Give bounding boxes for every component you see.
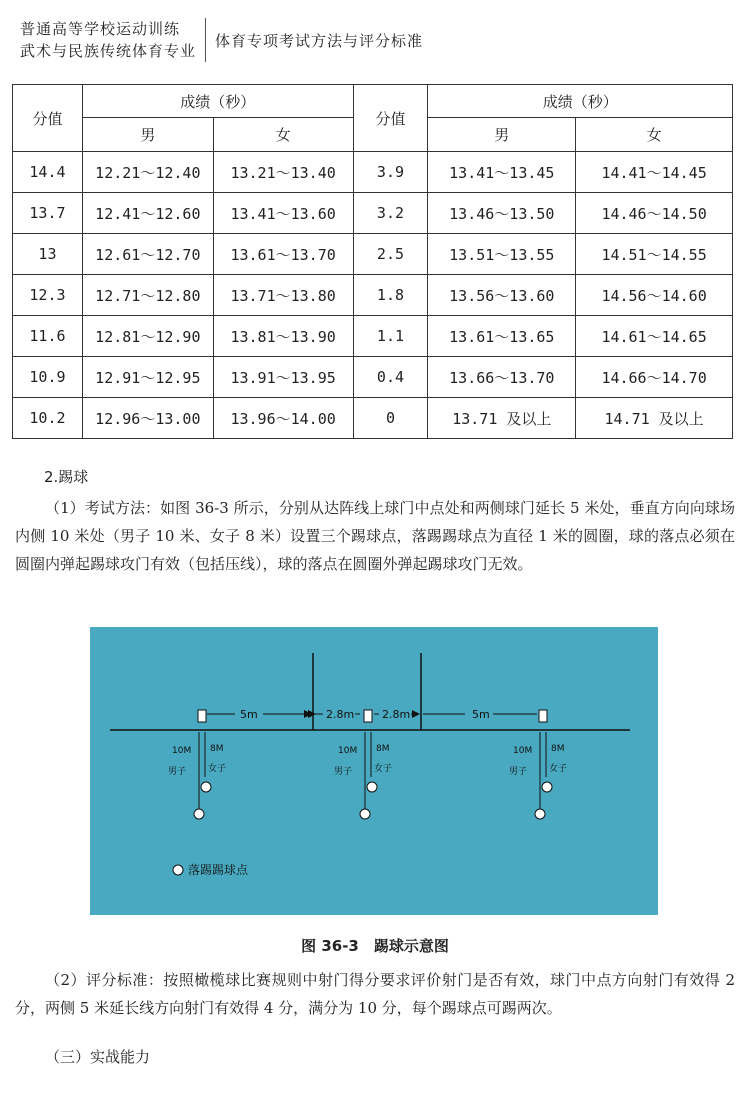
label-8m-1: 8M: [376, 744, 390, 754]
kick-point-10m-1: [360, 809, 370, 819]
table-cell: 11.6: [13, 316, 83, 357]
table-cell: 0: [353, 398, 428, 439]
label-28-right: 2.8m: [382, 708, 411, 721]
table-cell: 13.41～13.60: [213, 193, 353, 234]
section-three-title: （三）实战能力: [45, 1048, 151, 1066]
table-cell: 13.66～13.70: [428, 357, 576, 398]
kick-point-8m-0: [201, 782, 211, 792]
table-cell: 13.61～13.65: [428, 316, 576, 357]
kick-marker-1: [364, 710, 372, 722]
header-line-1: 普通高等学校运动训练: [20, 20, 181, 38]
header-result-2: 成绩（秒）: [428, 85, 733, 118]
table-cell: 13.71～13.80: [213, 275, 353, 316]
kick-point-8m-2: [542, 782, 552, 792]
header-line-2: 武术与民族传统体育专业: [20, 42, 197, 60]
table-row: [13, 398, 733, 439]
table-cell: 12.3: [13, 275, 83, 316]
label-female-0: 女子: [208, 764, 227, 774]
table-cell: 13.46～13.50: [428, 193, 576, 234]
kick-point-10m-2: [535, 809, 545, 819]
table-cell: 13.21～13.40: [213, 152, 353, 193]
header-male-2: 男: [428, 118, 576, 152]
score-table-body: [13, 152, 733, 439]
legend-label: 落踢踢球点: [188, 863, 249, 877]
label-female-2: 女子: [549, 764, 568, 774]
kick-point-group: [168, 710, 567, 819]
section-kick-title: 2.踢球: [44, 468, 89, 486]
table-row: [13, 234, 733, 275]
kick-diagram: [90, 627, 658, 915]
table-cell: 0.4: [353, 357, 428, 398]
header-chapter-title: 体育专项考试方法与评分标准: [215, 32, 424, 50]
header-result: 成绩（秒）: [82, 85, 353, 118]
table-cell: 13.7: [13, 193, 83, 234]
table-cell: 12.41～12.60: [82, 193, 213, 234]
label-8m-0: 8M: [210, 744, 224, 754]
label-male-0: 男子: [168, 767, 187, 777]
kick-point-8m-1: [367, 782, 377, 792]
figure-caption: 图 36-3 踢球示意图: [301, 937, 449, 955]
table-cell: 1.8: [353, 275, 428, 316]
table-cell: 14.66～14.70: [576, 357, 733, 398]
table-cell: 14.4: [13, 152, 83, 193]
label-8m-2: 8M: [551, 744, 565, 754]
table-cell: 13.71 及以上: [428, 398, 576, 439]
table-cell: 10.2: [13, 398, 83, 439]
table-cell: 3.2: [353, 193, 428, 234]
table-cell: 14.61～14.65: [576, 316, 733, 357]
kick-point-10m-0: [194, 809, 204, 819]
table-cell: 10.9: [13, 357, 83, 398]
paragraph-scoring: （2）评分标准：按照橄榄球比赛规则中射门得分要求评价射门是否有效，球门中点方向射门有效得 2 分，两侧 5 米延长线方向射门有效得 4 分，满分为 10 分，每个踢球点可踢两次。: [15, 971, 735, 1017]
table-cell: 14.41～14.45: [576, 152, 733, 193]
header-book-title: [20, 18, 196, 62]
table-cell: 12.91～12.95: [82, 357, 213, 398]
label-28-left: 2.8m: [326, 708, 355, 721]
header-divider: [205, 18, 206, 62]
table-cell: 13.96～14.00: [213, 398, 353, 439]
table-cell: 12.21～12.40: [82, 152, 213, 193]
label-10m-1: 10M: [338, 746, 358, 756]
table-cell: 13.51～13.55: [428, 234, 576, 275]
header-female: 女: [213, 118, 353, 152]
table-row: [13, 316, 733, 357]
header-score: 分值: [13, 85, 83, 152]
label-5m-right: 5m: [472, 708, 490, 721]
label-10m-0: 10M: [172, 746, 192, 756]
legend-circle: [173, 865, 183, 875]
page-header: [0, 0, 750, 75]
score-table: [12, 84, 733, 439]
table-cell: 13.61～13.70: [213, 234, 353, 275]
table-row: [13, 357, 733, 398]
table-cell: 14.71 及以上: [576, 398, 733, 439]
table-cell: 14.46～14.50: [576, 193, 733, 234]
table-cell: 13.81～13.90: [213, 316, 353, 357]
label-5m-left: 5m: [240, 708, 258, 721]
table-row: [13, 152, 733, 193]
kick-marker-0: [198, 710, 206, 722]
label-male-1: 男子: [334, 767, 353, 777]
table-cell: 2.5: [353, 234, 428, 275]
table-cell: 13.91～13.95: [213, 357, 353, 398]
table-cell: 14.56～14.60: [576, 275, 733, 316]
header-male: 男: [82, 118, 213, 152]
table-row: [13, 275, 733, 316]
table-cell: 12.96～13.00: [82, 398, 213, 439]
table-cell: 13: [13, 234, 83, 275]
table-cell: 1.1: [353, 316, 428, 357]
table-cell: 13.56～13.60: [428, 275, 576, 316]
table-cell: 13.41～13.45: [428, 152, 576, 193]
table-cell: 3.9: [353, 152, 428, 193]
table-cell: 12.71～12.80: [82, 275, 213, 316]
label-male-2: 男子: [509, 767, 528, 777]
table-cell: 14.51～14.55: [576, 234, 733, 275]
table-cell: 12.81～12.90: [82, 316, 213, 357]
kick-diagram-svg: [90, 627, 658, 915]
label-10m-2: 10M: [513, 746, 533, 756]
kick-marker-2: [539, 710, 547, 722]
header-female-2: 女: [576, 118, 733, 152]
paragraph-method: （1）考试方法：如图 36-3 所示，分别从达阵线上球门中点处和两侧球门延长 5 米处，垂直方向向球场内侧 10 米处（男子 10 米、女子 8 米）设置三个踢球点，落踢踢球点为直径 1 米的圆圈，球的落点必须在圆圈内弹起踢球攻门有效（包括压线），球的落点在圆圈外弹起踢球攻门无效。: [15, 499, 735, 573]
label-female-1: 女子: [374, 764, 393, 774]
table-cell: 12.61～12.70: [82, 234, 213, 275]
header-score-2: 分值: [353, 85, 428, 152]
table-row: [13, 193, 733, 234]
